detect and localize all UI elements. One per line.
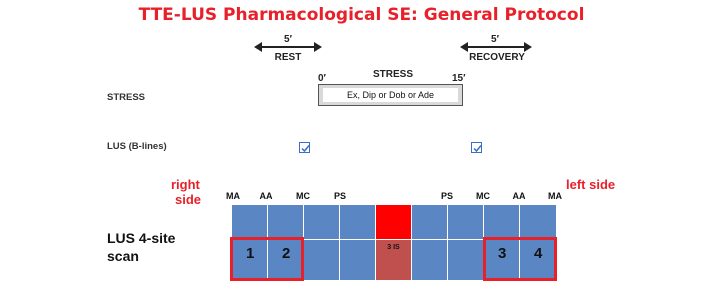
grid-cell xyxy=(483,204,520,240)
stress-row-label: STRESS xyxy=(107,92,146,103)
grid-cell xyxy=(411,204,448,240)
stress-protocol-box xyxy=(318,84,463,106)
zone-label-mc-left: MC xyxy=(476,191,490,201)
rest-lus-checkbox-icon xyxy=(299,142,310,153)
stress-start: 0′ xyxy=(318,73,326,84)
sites-1-2-outline xyxy=(230,237,304,281)
zone-label-ma-right: MA xyxy=(226,191,240,201)
rest-label: REST xyxy=(274,52,302,63)
right-side-label-line1: right xyxy=(171,177,200,192)
page-title: TTE-LUS Pharmacological SE: General Protocol xyxy=(138,5,585,25)
center-top-cell xyxy=(375,204,412,240)
site-number-1: 1 xyxy=(246,245,255,262)
sites-3-4-outline xyxy=(483,237,557,281)
center-bottom-cell xyxy=(375,239,412,281)
scan-label-line2: scan xyxy=(107,248,139,264)
left-side-label: left side xyxy=(566,177,616,192)
rest-duration: 5′ xyxy=(284,34,292,45)
stress-header: STRESS xyxy=(372,69,413,80)
grid-cell xyxy=(447,204,484,240)
grid-cell xyxy=(303,239,340,281)
zone-label-ps-left: PS xyxy=(440,191,453,201)
recovery-arrow-icon xyxy=(460,42,532,52)
recovery-duration: 5′ xyxy=(491,34,499,45)
site-number-4: 4 xyxy=(534,245,543,262)
grid-cell xyxy=(339,239,376,281)
right-side-label-line2: side xyxy=(175,192,202,207)
grid-cell xyxy=(411,239,448,281)
grid-cell xyxy=(339,204,376,240)
grid-cell xyxy=(447,239,484,281)
recovery-lus-checkbox-icon xyxy=(471,142,482,153)
zone-label-ma-left: MA xyxy=(548,191,562,201)
zone-label-ps-right: PS xyxy=(333,191,346,201)
center-cell-label: 3 IS xyxy=(387,244,400,251)
grid-cell xyxy=(231,204,268,240)
site-number-2: 2 xyxy=(282,245,291,262)
stress-end: 15′ xyxy=(452,73,466,84)
scan-label-line1: LUS 4-site xyxy=(107,230,176,246)
grid-cell xyxy=(519,204,557,240)
zone-label-aa-right: AA xyxy=(259,191,273,201)
site-number-3: 3 xyxy=(498,245,507,262)
zone-label-mc-right: MC xyxy=(296,191,310,201)
rest-arrow-icon xyxy=(254,42,322,52)
recovery-label: RECOVERY xyxy=(469,52,525,63)
stress-protocol-text: Ex, Dip or Dob or Ade xyxy=(323,88,458,102)
lus-row-label: LUS (B-lines) xyxy=(107,141,167,152)
grid-cell xyxy=(303,204,340,240)
grid-cell xyxy=(267,204,304,240)
scan-label xyxy=(107,229,175,265)
zone-label-aa-left: AA xyxy=(512,191,526,201)
